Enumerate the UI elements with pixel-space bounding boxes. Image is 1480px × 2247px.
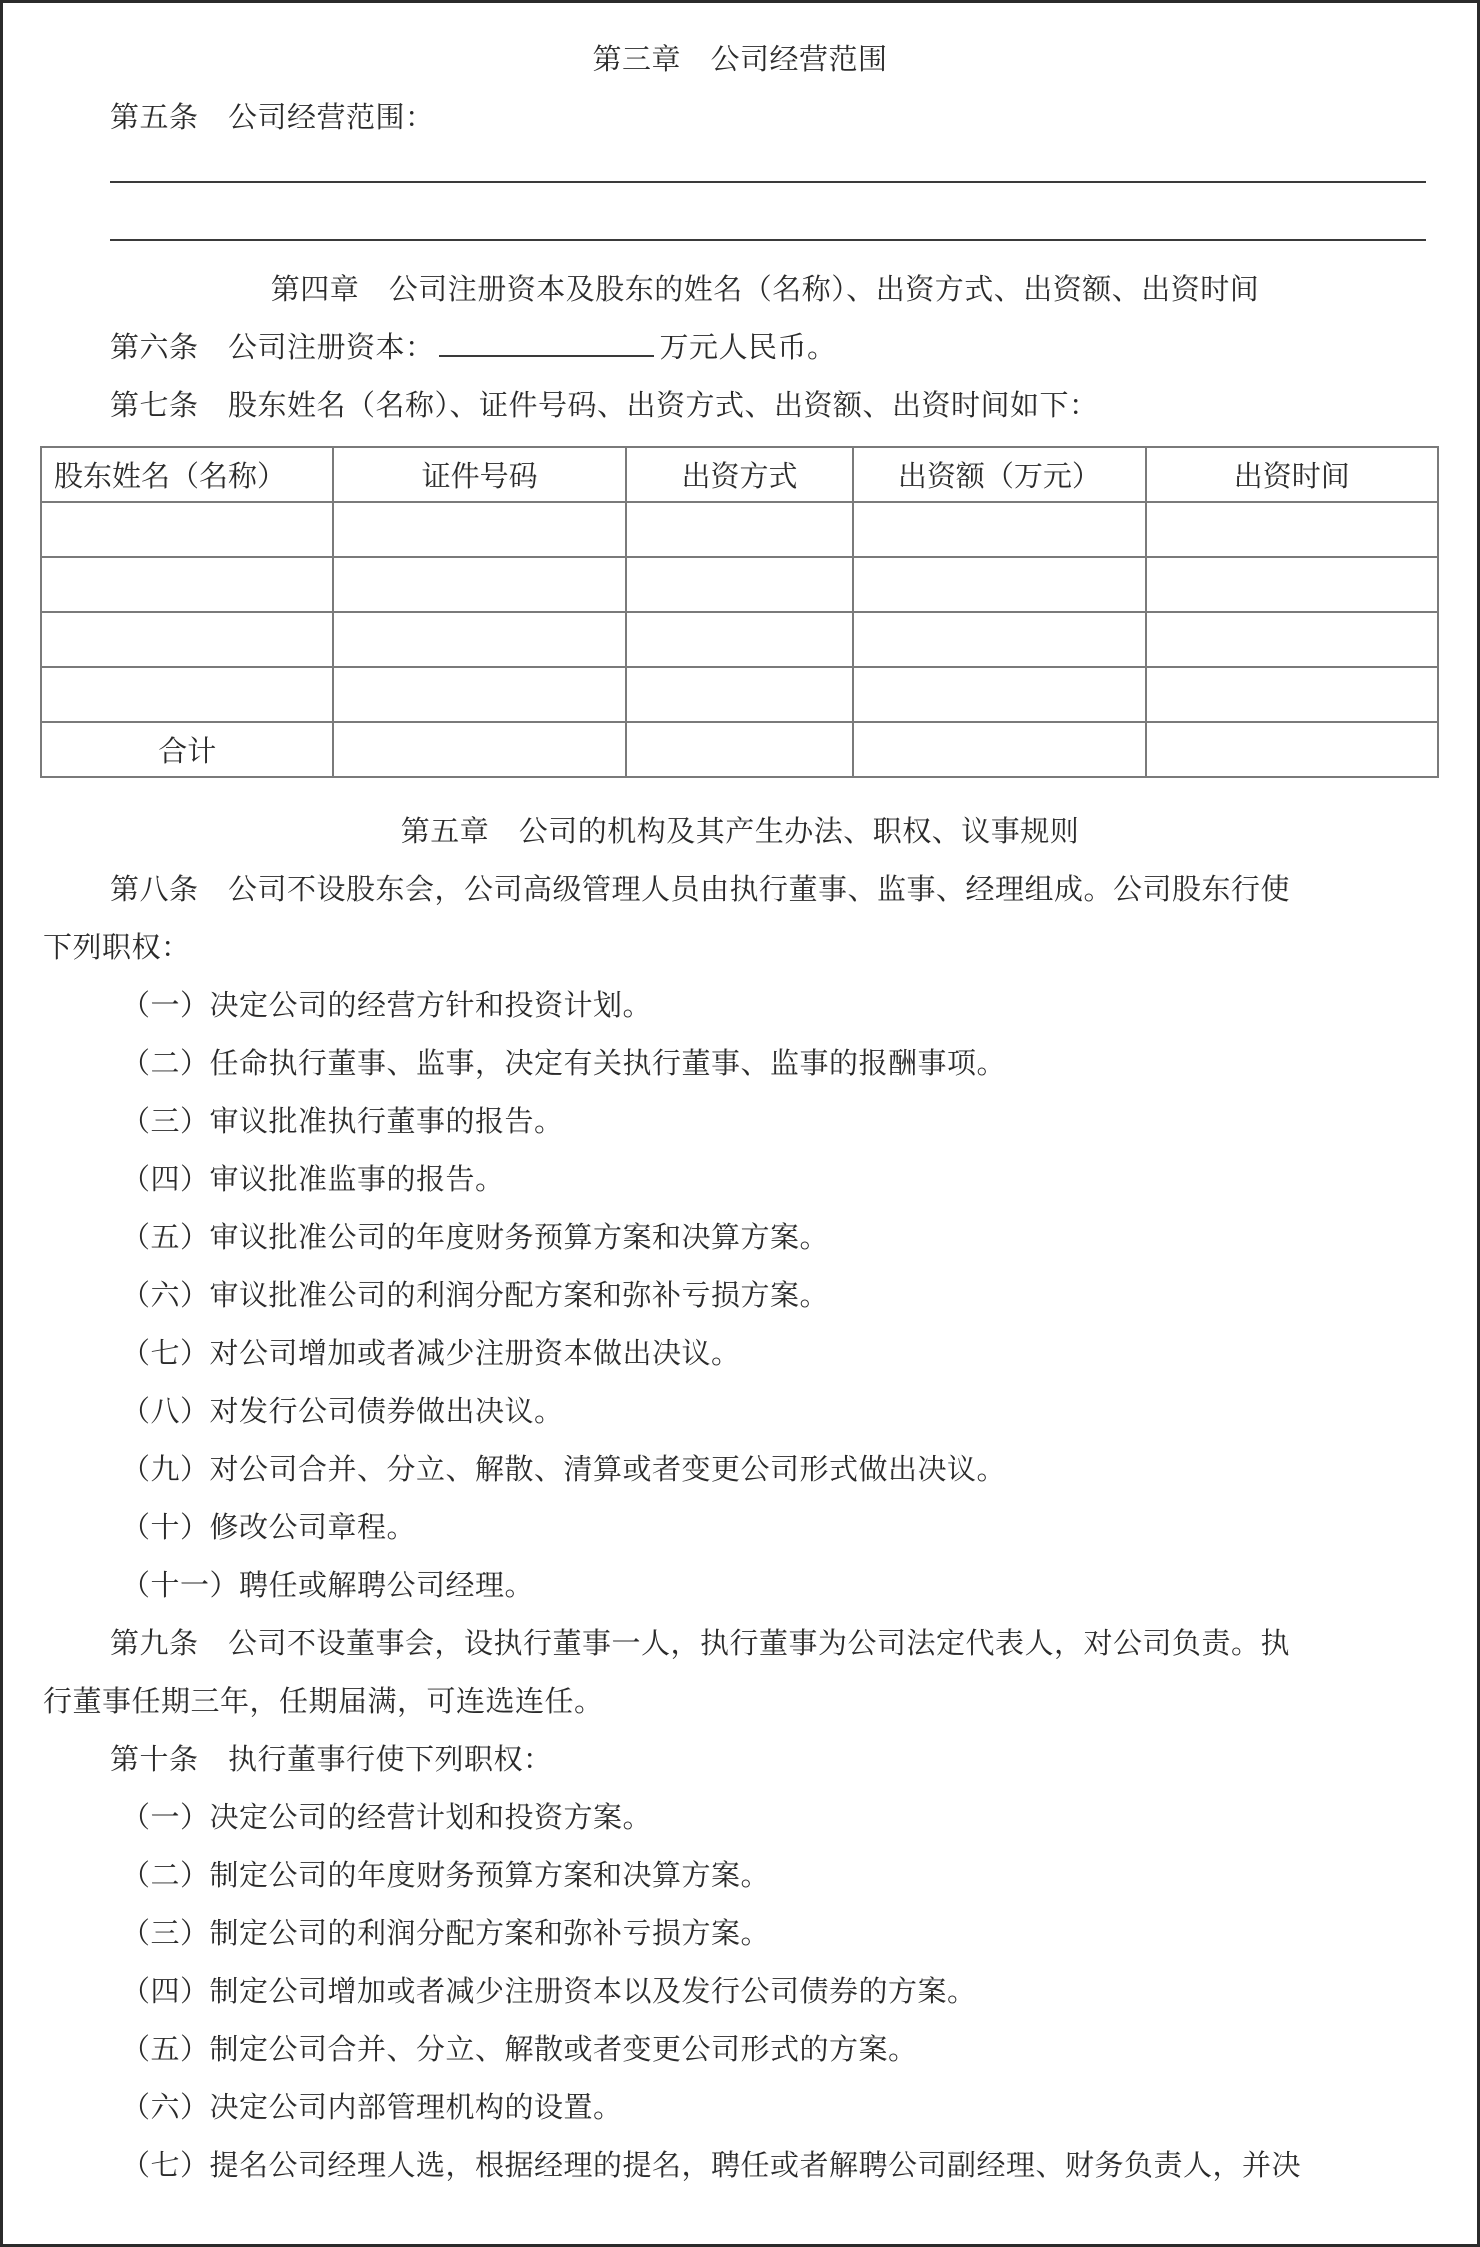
chapter-4-heading: 第四章 公司注册资本及股东的姓名（名称）、出资方式、出资额、出资时间 [270,272,1260,306]
article-8-item: （十一）聘任或解聘公司经理。 [121,1568,535,1602]
article-5-text: 第五条 公司经营范围： [110,100,435,134]
table-cell[interactable] [1146,722,1438,777]
header-contribution-amount: 出资额（万元） [853,447,1145,502]
table-cell[interactable] [626,722,853,777]
total-label: 合计 [41,722,333,777]
table-cell[interactable] [853,612,1145,667]
article-10-text: 第十条 执行董事行使下列职权： [110,1742,553,1776]
table-cell[interactable] [41,612,333,667]
article-8-item: （一）决定公司的经营方针和投资计划。 [121,988,653,1022]
business-scope-blank-line-1[interactable] [110,181,1426,183]
article-10-item: （一）决定公司的经营计划和投资方案。 [121,1800,653,1834]
header-contribution-time: 出资时间 [1146,447,1438,502]
article-8-item: （九）对公司合并、分立、解散、清算或者变更公司形式做出决议。 [121,1452,1007,1486]
header-id-number: 证件号码 [333,447,625,502]
article-6-text [110,327,837,367]
table-cell[interactable] [626,557,853,612]
article-8-line-2: 下列职权： [43,930,191,964]
article-7-text: 第七条 股东姓名（名称）、证件号码、出资方式、出资额、出资时间如下： [110,388,1099,422]
article-10-item: （六）决定公司内部管理机构的设置。 [121,2090,623,2124]
article-9-line-1: 第九条 公司不设董事会，设执行董事一人，执行董事为公司法定代表人，对公司负责。执 [110,1626,1291,1660]
table-total-row [41,722,1438,777]
article-8-item: （五）审议批准公司的年度财务预算方案和决算方案。 [121,1220,830,1254]
table-cell[interactable] [853,722,1145,777]
business-scope-blank-line-2[interactable] [110,239,1426,241]
table-cell[interactable] [333,612,625,667]
article-6-prefix: 第六条 公司注册资本： [110,330,435,364]
article-8-item: （八）对发行公司债券做出决议。 [121,1394,564,1428]
table-row [41,612,1438,667]
table-cell[interactable] [626,667,853,722]
header-shareholder-name: 股东姓名（名称） [41,447,333,502]
table-cell[interactable] [1146,612,1438,667]
table-cell[interactable] [333,502,625,557]
chapter-5-heading: 第五章 公司的机构及其产生办法、职权、议事规则 [400,814,1080,848]
table-cell[interactable] [853,667,1145,722]
article-8-item: （六）审议批准公司的利润分配方案和弥补亏损方案。 [121,1278,830,1312]
article-10-item: （七）提名公司经理人选，根据经理的提名，聘任或者解聘公司副经理、财务负责人，并决 [121,2148,1302,2182]
table-cell[interactable] [41,502,333,557]
header-contribution-method: 出资方式 [626,447,853,502]
article-10-item: （五）制定公司合并、分立、解散或者变更公司形式的方案。 [121,2032,918,2066]
table-cell[interactable] [333,557,625,612]
table-cell[interactable] [1146,557,1438,612]
table-cell[interactable] [853,502,1145,557]
article-8-line-1: 第八条 公司不设股东会，公司高级管理人员由执行董事、监事、经理组成。公司股东行使 [110,872,1291,906]
table-row [41,557,1438,612]
table-cell[interactable] [626,612,853,667]
article-8-item: （四）审议批准监事的报告。 [121,1162,505,1196]
article-8-item: （十）修改公司章程。 [121,1510,417,1544]
table-cell[interactable] [853,557,1145,612]
table-cell[interactable] [626,502,853,557]
table-cell[interactable] [333,667,625,722]
article-8-item: （七）对公司增加或者减少注册资本做出决议。 [121,1336,741,1370]
article-8-item: （二）任命执行董事、监事，决定有关执行董事、监事的报酬事项。 [121,1046,1007,1080]
article-10-item: （四）制定公司增加或者减少注册资本以及发行公司债券的方案。 [121,1974,977,2008]
article-6-suffix: 万元人民币。 [659,330,837,364]
table-header-row [41,447,1438,502]
shareholder-table [40,446,1439,778]
table-cell[interactable] [333,722,625,777]
table-cell[interactable] [1146,667,1438,722]
table-row [41,667,1438,722]
article-10-item: （二）制定公司的年度财务预算方案和决算方案。 [121,1858,771,1892]
table-cell[interactable] [41,667,333,722]
chapter-3-heading: 第三章 公司经营范围 [592,42,888,76]
article-10-item: （三）制定公司的利润分配方案和弥补亏损方案。 [121,1916,771,1950]
table-cell[interactable] [1146,502,1438,557]
table-row [41,502,1438,557]
registered-capital-blank[interactable] [439,331,654,357]
table-cell[interactable] [41,557,333,612]
article-8-item: （三）审议批准执行董事的报告。 [121,1104,564,1138]
article-9-line-2: 行董事任期三年，任期届满，可连选连任。 [43,1684,604,1718]
